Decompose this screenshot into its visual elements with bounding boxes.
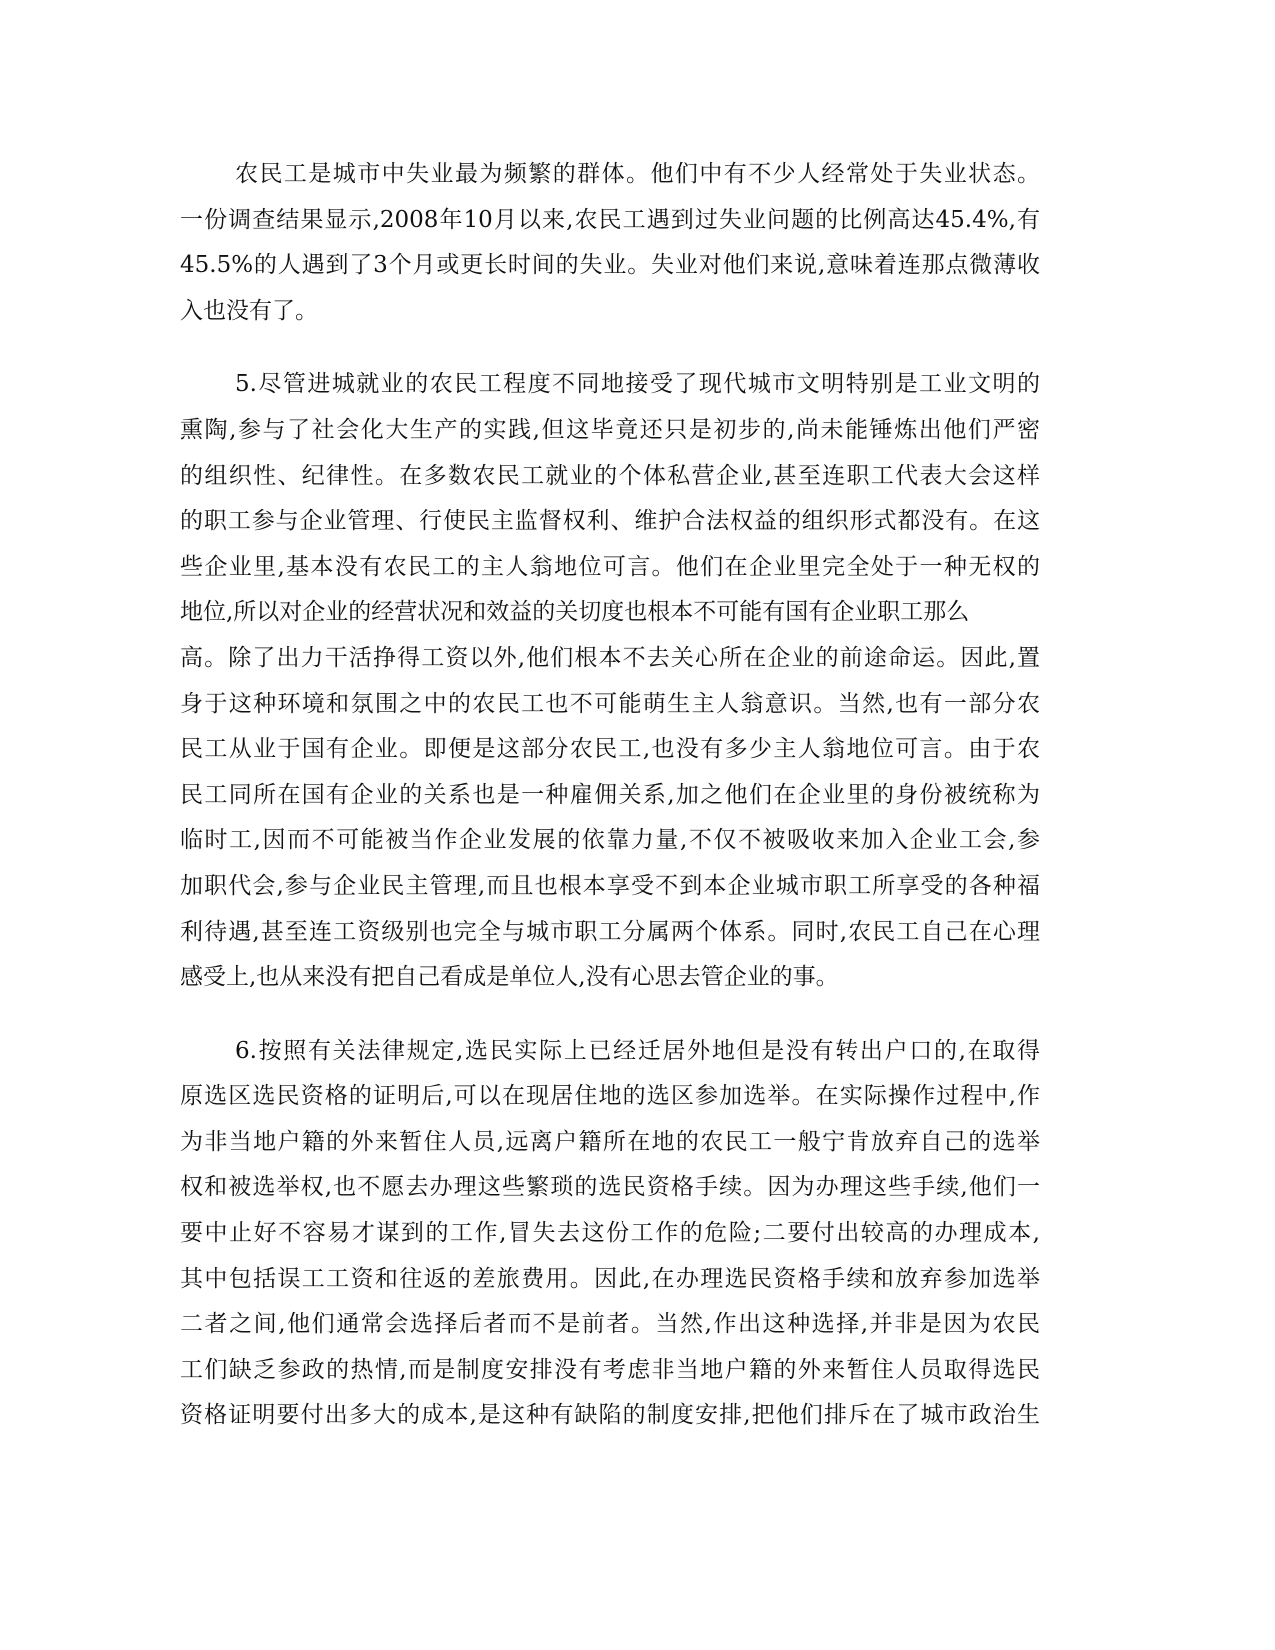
text-line: 些企业里,基本没有农民工的主人翁地位可言。他们在企业里完全处于一种无权的: [180, 553, 1040, 580]
text-line: 加职代会,参与企业民主管理,而且也根本享受不到本企业城市职工所享受的各种福: [180, 872, 1040, 899]
text-line: 6.按照有关法律规定,选民实际上已经迁居外地但是没有转出户口的,在取得: [235, 1037, 1040, 1064]
text-line: 入也没有了。: [180, 297, 318, 324]
text-line: 的组织性、纪律性。在多数农民工就业的个体私营企业,甚至连职工代表大会这样: [180, 462, 1040, 489]
paragraph-point-6: [180, 1029, 1040, 1439]
text-line: 其中包括误工工资和往返的差旅费用。因此,在办理选民资格手续和放弃参加选举: [180, 1265, 1040, 1292]
text-line: 身于这种环境和氛围之中的农民工也不可能萌生主人翁意识。当然,也有一部分农: [180, 690, 1040, 717]
text-line: 要中止好不容易才谋到的工作,冒失去这份工作的危险;二要付出较高的办理成本,: [180, 1220, 1040, 1247]
text-line: 资格证明要付出多大的成本,是这种有缺陷的制度安排,把他们排斥在了城市政治生: [180, 1402, 1040, 1429]
text-line: 二者之间,他们通常会选择后者而不是前者。当然,作出这种选择,并非是因为农民: [180, 1311, 1040, 1338]
text-line: 利待遇,甚至连工资级别也完全与城市职工分属两个体系。同时,农民工自己在心理: [180, 918, 1040, 945]
text-line: 5.尽管进城就业的农民工程度不同地接受了现代城市文明特别是工业文明的: [235, 371, 1040, 398]
paragraph-point-5: [180, 362, 1040, 1000]
text-line: 45.5%的人遇到了3个月或更长时间的失业。失业对他们来说,意味着连那点微薄收: [180, 252, 1040, 279]
text-line: 熏陶,参与了社会化大生产的实践,但这毕竟还只是初步的,尚未能锤炼出他们严密: [180, 416, 1040, 443]
text-line: 工们缺乏参政的热情,而是制度安排没有考虑非当地户籍的外来暂住人员取得选民: [180, 1356, 1040, 1383]
text-line: 一份调查结果显示,2008年10月以来,农民工遇到过失业问题的比例高达45.4%,有: [180, 206, 1040, 233]
text-line: 民工同所在国有企业的关系也是一种雇佣关系,加之他们在企业里的身份被统称为: [180, 781, 1040, 808]
text-line: 的职工参与企业管理、行使民主监督权利、维护合法权益的组织形式都没有。在这: [180, 508, 1040, 535]
document-body: [180, 152, 1040, 1467]
text-line: 原选区选民资格的证明后,可以在现居住地的选区参加选举。在实际操作过程中,作: [180, 1083, 1040, 1110]
text-line: 感受上,也从来没有把自己看成是单位人,没有心思去管企业的事。: [180, 964, 839, 991]
text-line: 农民工是城市中失业最为频繁的群体。他们中有不少人经常处于失业状态。: [235, 161, 1040, 187]
text-line: 为非当地户籍的外来暂住人员,远离户籍所在地的农民工一般宁肯放弃自己的选举: [180, 1128, 1040, 1155]
text-line: 权和被选举权,也不愿去办理这些繁琐的选民资格手续。因为办理这些手续,他们一: [180, 1174, 1040, 1201]
text-line: 民工从业于国有企业。即便是这部分农民工,也没有多少主人翁地位可言。由于农: [180, 736, 1040, 763]
text-line: 临时工,因而不可能被当作企业发展的依靠力量,不仅不被吸收来加入企业工会,参: [180, 827, 1040, 854]
text-line: 地位,所以对企业的经营状况和效益的关切度也根本不可能有国有企业职工那么: [180, 599, 970, 626]
paragraph-unemployment: [180, 152, 1040, 334]
text-line: 高。除了出力干活挣得工资以外,他们根本不去关心所在企业的前途命运。因此,置: [180, 644, 1040, 671]
